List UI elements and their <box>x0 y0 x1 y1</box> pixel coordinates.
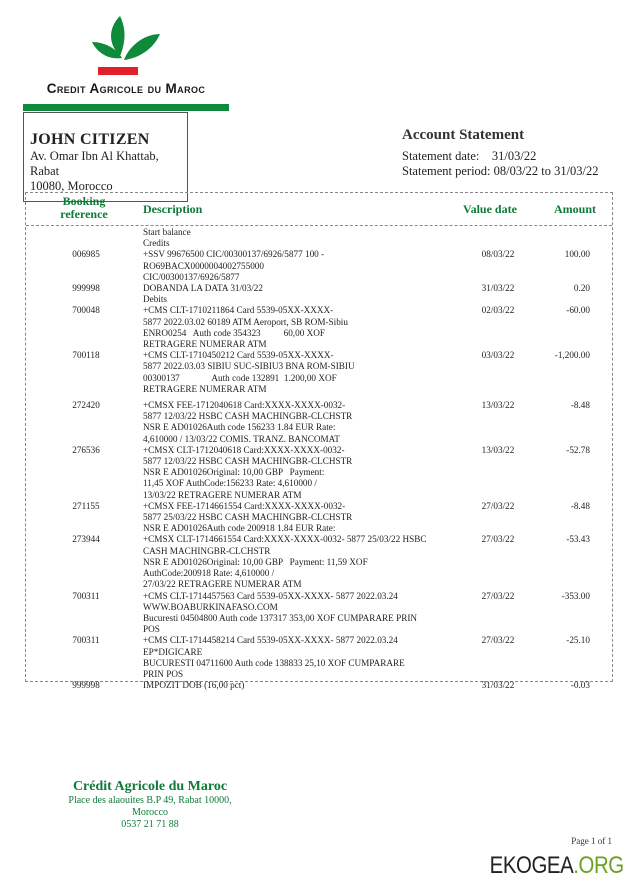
booking-reference: 700118 <box>72 350 100 361</box>
watermark <box>490 852 624 880</box>
value-date: 03/03/22 <box>481 350 515 361</box>
watermark-suffix: .ORG <box>573 852 624 879</box>
amount: 0.20 <box>573 283 590 294</box>
header-booking-reference: Booking reference <box>60 194 108 221</box>
amount: -52.78 <box>566 444 590 455</box>
description-line: +CMS CLT-1710450212 Card 5539-05XX-XXXX- <box>143 350 334 361</box>
customer-address-line1: Av. Omar Ibn Al Khattab, Rabat <box>30 149 159 178</box>
table-row <box>26 283 612 294</box>
description-line: NSR E AD01026Auth code 200918 1.84 EUR Rate: <box>143 523 336 534</box>
description-line: +CMS CLT-1710211864 Card 5539-05XX-XXXX- <box>143 305 334 316</box>
description <box>143 294 443 305</box>
description-line: EP*DIGICARE <box>143 646 203 657</box>
description-line: 5877 25/03/22 HSBC CASH MACHINGBR-CLCHSTR <box>143 512 353 523</box>
footer-address-line1: Place des alaouites B.P 49, Rabat 10000, <box>68 795 232 806</box>
value-date: 27/03/22 <box>481 500 515 511</box>
amount: -60.00 <box>566 305 590 316</box>
table-body <box>26 226 612 691</box>
table-row <box>26 350 612 395</box>
description-line: Debits <box>143 294 167 305</box>
description-line: +CMSX CLT-1714661554 Card:XXXX-XXXX-0032- 5877 25/03/22 HSBC <box>143 534 427 545</box>
statement-date: 31/03/22 <box>491 149 537 163</box>
footer-bank-name: Crédit Agricole du Maroc <box>72 779 228 794</box>
table-row <box>26 501 612 535</box>
description-line: 11,45 XOF AuthCode:156233 Rate: 4,610000 / <box>143 478 317 489</box>
description-line: CIC/00300137/6926/5877 <box>143 271 240 282</box>
booking-reference: 700311 <box>72 590 100 601</box>
description-line: WWW.BOABURKINAFASO.COM <box>143 601 278 612</box>
footer-address-line2: Morocco <box>131 807 169 818</box>
watermark-main: EKOGEA <box>489 852 574 879</box>
description-line: RETRAGERE NUMERAR ATM <box>143 339 267 350</box>
leaf-logo-icon <box>90 14 162 78</box>
table-row <box>26 680 612 691</box>
description <box>143 305 443 350</box>
transactions-table <box>25 192 613 691</box>
brand-bar <box>23 104 229 111</box>
description-line: 5877 12/03/22 HSBC CASH MACHINGBR-CLCHSTR <box>143 456 353 467</box>
table-row <box>26 227 612 249</box>
description-line: ENRO0254 Auth code 354323 60,00 XOF <box>143 327 325 338</box>
description <box>143 400 443 445</box>
bank-logo-text: Credit Agricole du Maroc <box>46 81 206 96</box>
amount: 100.00 <box>564 249 590 260</box>
booking-reference: 999998 <box>72 680 100 691</box>
booking-reference: 999998 <box>72 283 100 294</box>
statement-title: Account Statement <box>402 127 525 143</box>
description-line: POS <box>143 624 160 635</box>
amount: -25.10 <box>566 635 590 646</box>
value-date: 02/03/22 <box>481 305 515 316</box>
description-line: +CMSX FEE-1714661554 Card:XXXX-XXXX-0032- <box>143 500 346 511</box>
header-description: Description <box>143 202 203 216</box>
amount: -8.48 <box>570 500 590 511</box>
description <box>143 635 443 680</box>
table-row <box>26 534 612 590</box>
amount: -0.03 <box>570 680 590 691</box>
description <box>143 680 443 691</box>
description-line: +CMS CLT-1714457563 Card 5539-05XX-XXXX- 5877 2022.03.24 <box>143 590 398 601</box>
value-date: 27/03/22 <box>481 590 515 601</box>
description-line: +SSV 99676500 CIC/00300137/6926/5877 100 - <box>143 249 325 260</box>
description-line: 5877 12/03/22 HSBC CASH MACHINGBR-CLCHSTR <box>143 411 353 422</box>
description <box>143 227 443 249</box>
amount: -8.48 <box>570 400 590 411</box>
description-line: 5877 2022.03.03 SIBIU SUC-SIBIU3 BNA ROM-SIBIU <box>143 361 355 372</box>
header-value-date: Value date <box>463 202 517 216</box>
description <box>143 591 443 636</box>
booking-reference: 276536 <box>72 444 100 455</box>
description-line: 5877 2022.03.02 60189 ATM Aeroport, SB ROM-Sibiu <box>143 316 348 327</box>
value-date: 31/03/22 <box>481 283 515 294</box>
description-line: 13/03/22 RETRAGERE NUMERAR ATM <box>143 489 302 500</box>
description-line: +CMS CLT-1714458214 Card 5539-05XX-XXXX- 5877 2022.03.24 <box>143 635 398 646</box>
value-date: 13/03/22 <box>481 444 515 455</box>
page-number: Page 1 of 1 <box>571 836 612 846</box>
description-line: Credits <box>143 238 170 249</box>
customer-address-line2: 10080, Morocco <box>30 179 113 193</box>
description <box>143 283 443 294</box>
value-date: 27/03/22 <box>481 635 515 646</box>
description-line: +CMSX CLT-1712040618 Card:XXXX-XXXX-0032- <box>143 444 345 455</box>
description-line: RO69BACX0000004002755000 <box>143 260 264 271</box>
amount: -353.00 <box>561 590 590 601</box>
table-row <box>26 445 612 501</box>
description-line: CASH MACHINGBR-CLCHSTR <box>143 545 271 556</box>
description-line: +CMSX FEE-1712040618 Card:XXXX-XXXX-0032- <box>143 400 346 411</box>
header-amount: Amount <box>554 202 597 216</box>
booking-reference: 273944 <box>72 534 100 545</box>
description-line: DOBANDA LA DATA 31/03/22 <box>143 283 263 294</box>
description-line: NSR E AD01026Auth code 156233 1.84 EUR Rate: <box>143 422 336 433</box>
statement-period: 08/03/22 to 31/03/22 <box>493 164 599 178</box>
customer-name: JOHN CITIZEN <box>30 131 150 148</box>
table-row <box>26 249 612 283</box>
value-date: 08/03/22 <box>481 249 515 260</box>
table-row <box>26 294 612 305</box>
table-row <box>26 591 612 636</box>
description-line: 27/03/22 RETRAGERE NUMERAR ATM <box>143 579 302 590</box>
description-line: PRIN POS <box>143 668 184 679</box>
footer-phone: 0537 21 71 88 <box>121 819 179 830</box>
booking-reference: 700048 <box>72 305 100 316</box>
booking-reference: 272420 <box>72 400 100 411</box>
description-line: BUCURESTI 04711600 Auth code 138833 25,10 XOF CUMPARARE <box>143 657 405 668</box>
bank-footer <box>50 778 250 831</box>
value-date: 27/03/22 <box>481 534 515 545</box>
description-line: RETRAGERE NUMERAR ATM <box>143 383 267 394</box>
value-date: 31/03/22 <box>481 680 515 691</box>
statement-info <box>402 128 599 179</box>
description-line: NSR E AD01026Original: 10,00 GBP Payment: 11,59 XOF <box>143 556 368 567</box>
table-row <box>26 635 612 680</box>
description-line: IMPOZIT DOB (16,00 pct) <box>143 680 245 691</box>
description-line: 4,610000 / 13/03/22 COMIS. TRANZ. BANCOMAT <box>143 433 340 444</box>
description <box>143 501 443 535</box>
booking-reference: 271155 <box>72 500 100 511</box>
statement-period-label: Statement period: <box>402 164 491 178</box>
description <box>143 350 443 395</box>
statement-date-label: Statement date: <box>402 149 480 163</box>
description-line: Bucuresti 04504800 Auth code 137317 353,00 XOF CUMPARARE PRIN <box>143 612 418 623</box>
amount: -1,200.00 <box>554 350 590 361</box>
description-line: Start balance <box>143 227 191 237</box>
customer-address-box <box>23 112 188 202</box>
table-row <box>26 400 612 445</box>
amount: -53.43 <box>566 534 590 545</box>
description <box>143 249 443 283</box>
table-row <box>26 305 612 350</box>
description-line: 00300137 Auth code 132891 1.200,00 XOF <box>143 372 337 383</box>
booking-reference: 700311 <box>72 635 100 646</box>
table-header <box>26 193 612 226</box>
description-line: AuthCode:200918 Rate: 4,610000 / <box>143 568 275 579</box>
description-line: NSR E AD01026Original: 10,00 GBP Payment: <box>143 467 325 478</box>
description <box>143 445 443 501</box>
description <box>143 534 443 590</box>
booking-reference: 006985 <box>72 249 100 260</box>
value-date: 13/03/22 <box>481 400 515 411</box>
